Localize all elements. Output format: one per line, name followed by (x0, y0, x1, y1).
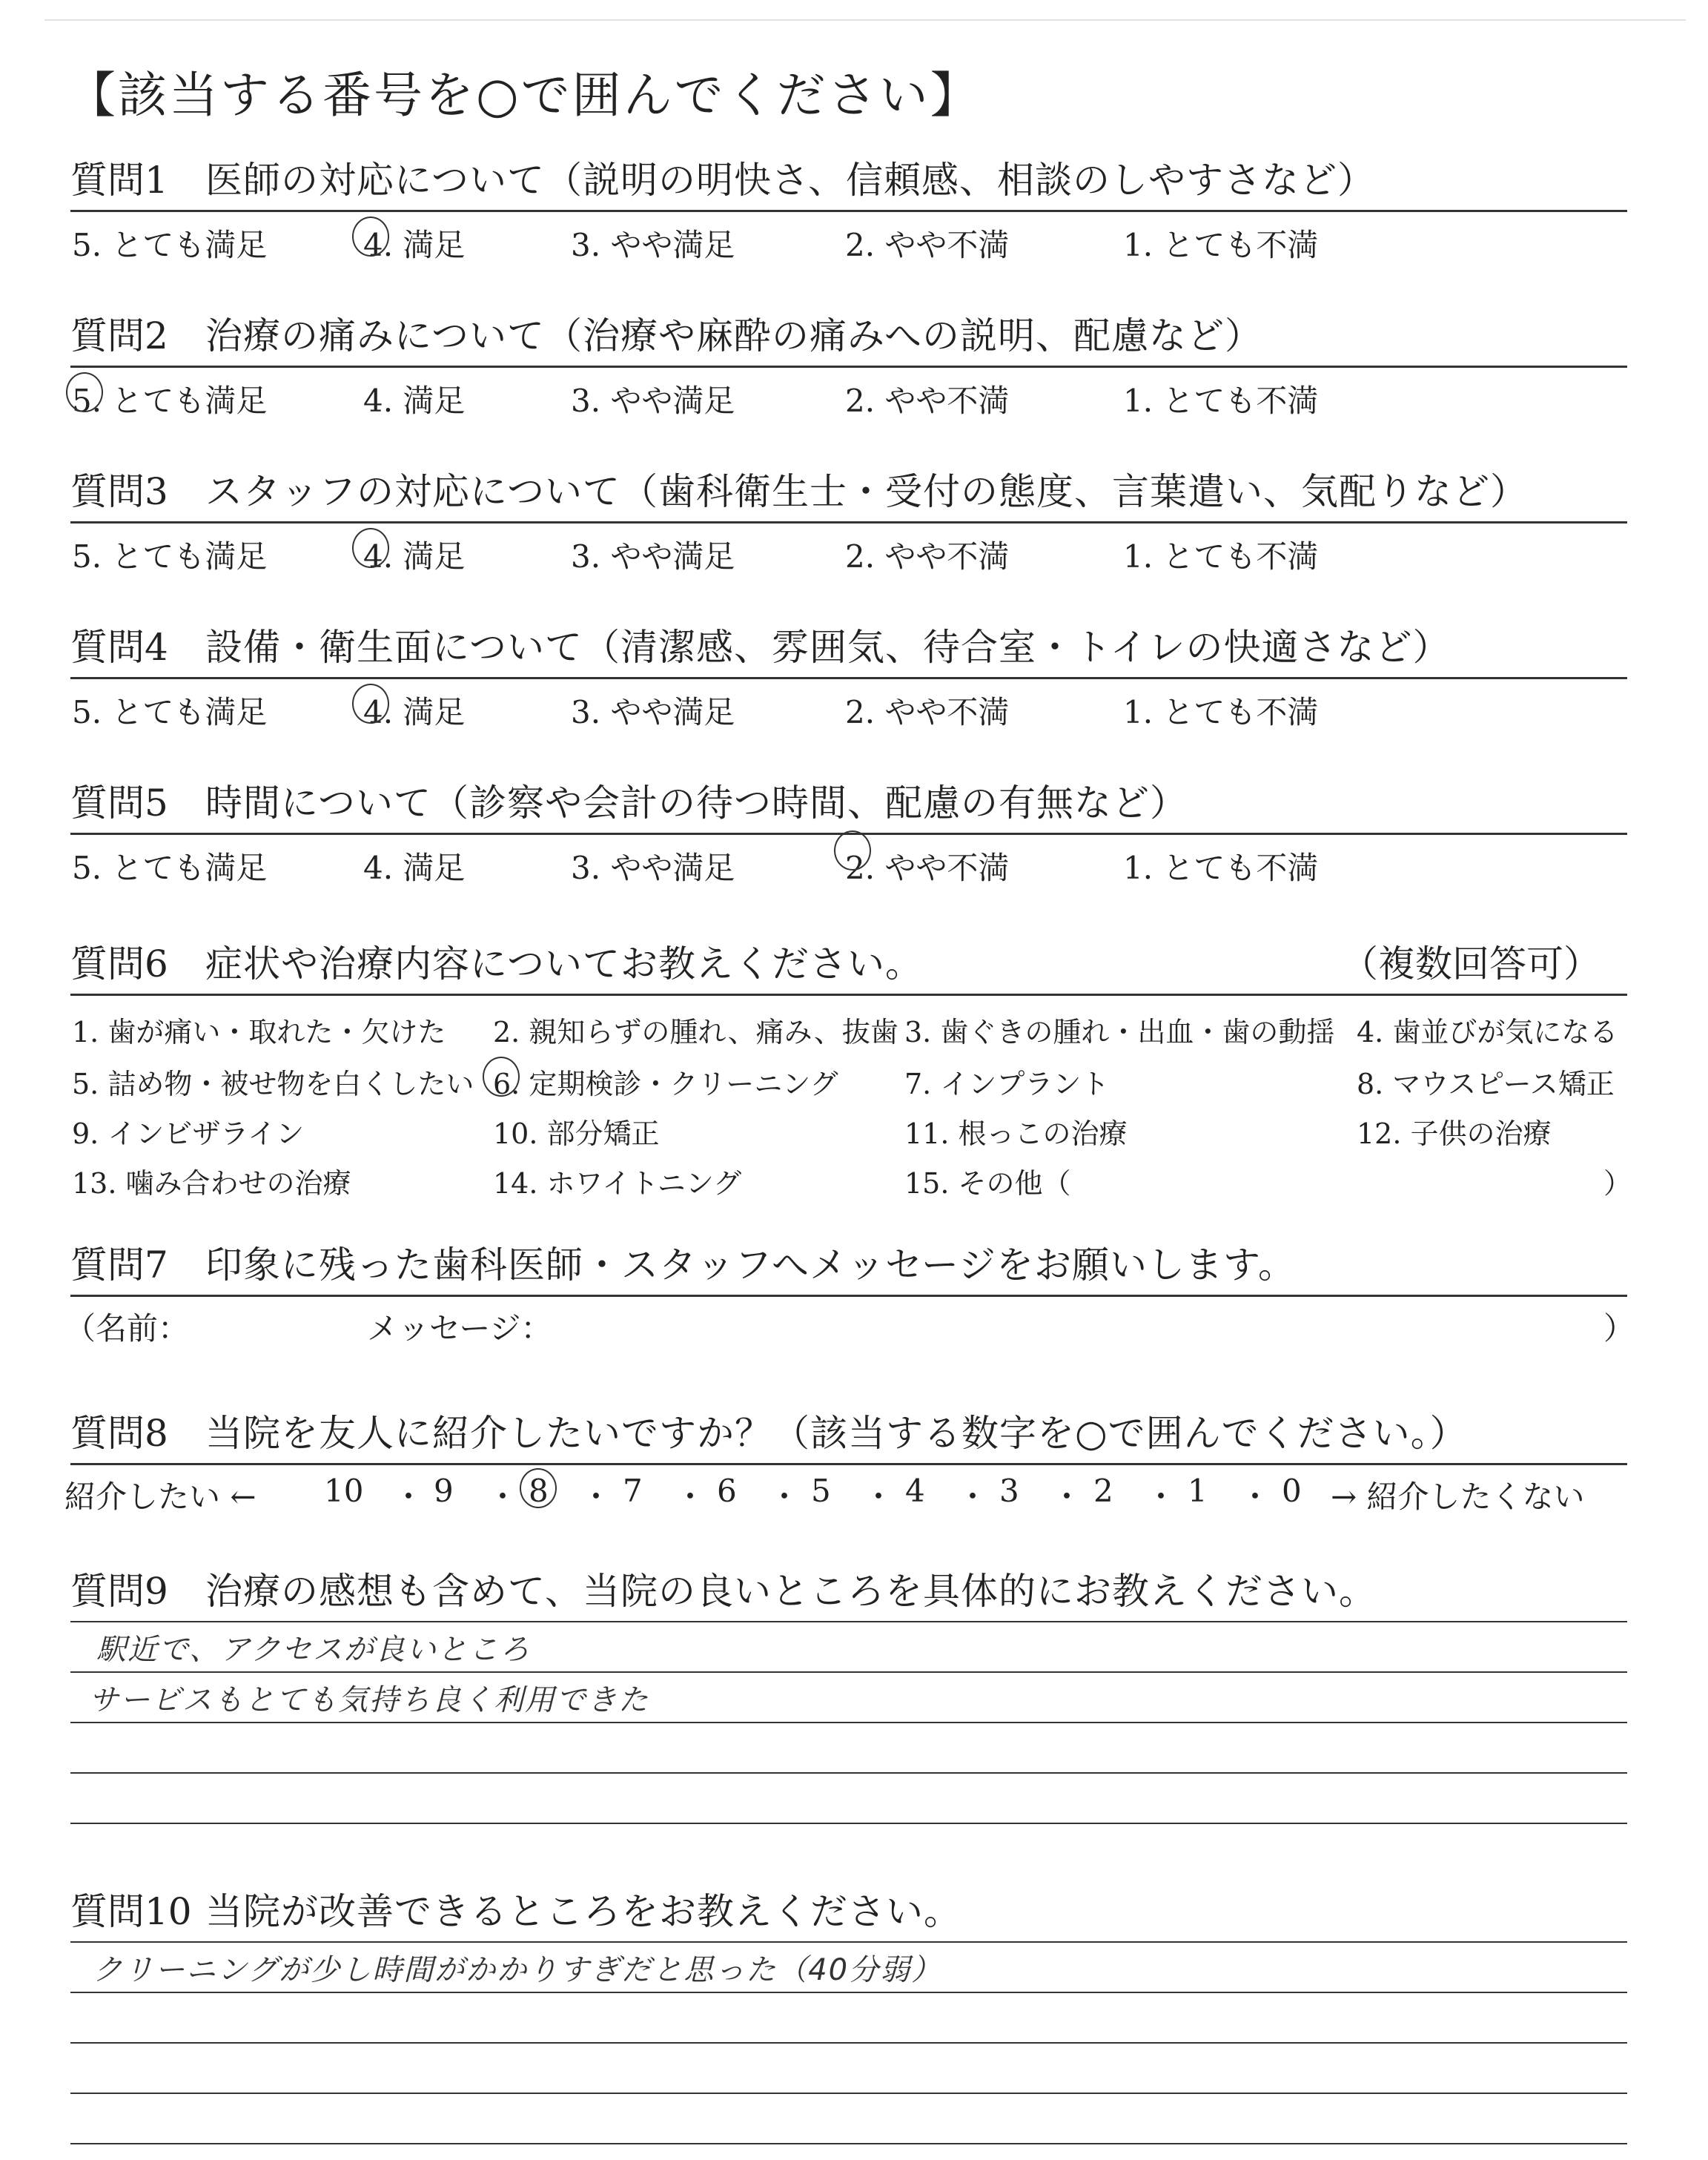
handwritten-answer: クリーニングが少し時間がかかりすぎだと思った（40分弱） (93, 1953, 943, 1987)
question-label: 質問5 (70, 782, 168, 825)
symptom-option-other[interactable]: 15. その他（ (904, 1167, 1071, 1200)
scale-1[interactable]: 1 (1188, 1473, 1208, 1509)
answer-line[interactable] (70, 1622, 1627, 1673)
scale-9[interactable]: 9 (434, 1473, 454, 1509)
question-3-header (70, 463, 1627, 524)
scale-right-label: → 紹介したくない (1331, 1479, 1585, 1515)
answer-lines (70, 1943, 1627, 2144)
question-text: 当院を友人に紹介したいですか？（該当する数字を○で囲んでください。） (205, 1412, 1468, 1455)
option-3[interactable]: 3. やや満足 (571, 227, 735, 263)
symptom-option[interactable]: 4. 歯並びが気になる (1357, 1016, 1618, 1048)
symptom-option[interactable]: 8. マウスピース矯正 (1357, 1068, 1615, 1100)
question-text: 当院が改善できるところをお教えください。 (205, 1890, 961, 1933)
question-5 (70, 775, 1627, 887)
symptom-option[interactable]: 1. 歯が痛い・取れた・欠けた (72, 1016, 446, 1048)
symptom-option[interactable]: 5. 詰め物・被せ物を白くしたい (72, 1068, 474, 1100)
message-row (64, 1297, 1635, 1347)
name-field-label[interactable]: （名前： (64, 1310, 190, 1347)
symptom-option[interactable]: 9. インビザライン (72, 1117, 305, 1150)
question-text: 治療の痛みについて（治療や麻酔の痛みへの説明、配慮など） (205, 314, 1262, 357)
scale-dot: ・ (1145, 1479, 1177, 1515)
symptom-option[interactable]: 3. 歯ぐきの腫れ・出血・歯の動揺 (904, 1016, 1335, 1048)
symptom-option[interactable]: 14. ホワイトニング (493, 1167, 742, 1200)
scale-8[interactable]: 8 (529, 1473, 549, 1509)
scale-dot: ・ (393, 1479, 425, 1515)
multiple-answer-note: （複数回答可） (1341, 942, 1601, 985)
option-2[interactable]: 2. やや不満 (845, 227, 1010, 263)
question-7 (64, 1237, 1635, 1347)
selection-circle (352, 528, 389, 568)
question-text: 時間について（診察や会計の待つ時間、配慮の有無など） (205, 782, 1188, 825)
question-label: 質問1 (70, 159, 168, 202)
rating-options (70, 835, 1627, 887)
scale-2[interactable]: 2 (1093, 1473, 1113, 1509)
question-label: 質問7 (70, 1244, 168, 1287)
message-close-paren: ） (1603, 1310, 1635, 1347)
scale-7[interactable]: 7 (623, 1473, 643, 1509)
scale-left-label: 紹介したい ← (64, 1479, 256, 1515)
scale-dot: ・ (1239, 1479, 1271, 1515)
selection-circle (834, 830, 871, 871)
symptom-option[interactable]: 11. 根っこの治療 (904, 1117, 1128, 1150)
question-9-header (70, 1563, 1627, 1622)
question-label: 質問2 (70, 314, 168, 357)
option-5[interactable]: 5. とても満足 (72, 383, 268, 419)
scale-dot: ・ (769, 1479, 801, 1515)
question-9 (70, 1563, 1627, 1824)
question-4-header (70, 619, 1627, 679)
symptom-option[interactable]: 13. 噛み合わせの治療 (72, 1167, 351, 1200)
answer-lines (70, 1622, 1627, 1824)
symptom-option[interactable]: 7. インプラント (904, 1068, 1110, 1100)
option-1[interactable]: 1. とても不満 (1123, 850, 1319, 886)
question-3 (70, 463, 1627, 575)
question-text: 印象に残った歯科医師・スタッフへメッセージをお願いします。 (205, 1244, 1296, 1287)
rating-options (70, 679, 1627, 731)
answer-line[interactable] (70, 2094, 1627, 2144)
question-label: 質問8 (70, 1412, 168, 1455)
option-4[interactable]: 4. 満足 (363, 227, 466, 263)
option-2[interactable]: 2. やや不満 (845, 850, 1010, 886)
scale-0[interactable]: 0 (1282, 1473, 1302, 1509)
option-5[interactable]: 5. とても満足 (72, 850, 268, 886)
question-text: 医師の対応について（説明の明快さ、信頼感、相談のしやすさなど） (205, 159, 1375, 202)
message-field-label[interactable]: メッセージ： (367, 1310, 552, 1347)
handwritten-answer: サービスもとても気持ち良く利用できた (89, 1683, 649, 1717)
selection-circle (520, 1468, 557, 1508)
question-6 (70, 936, 1632, 1211)
answer-line[interactable] (70, 1993, 1627, 2044)
referral-scale (64, 1465, 1627, 1515)
option-1[interactable]: 1. とても不満 (1123, 383, 1319, 419)
question-label: 質問6 (70, 942, 168, 985)
question-10 (70, 1883, 1627, 2144)
scale-3[interactable]: 3 (999, 1473, 1019, 1509)
question-text: 症状や治療内容についてお教えください。 (205, 942, 923, 985)
option-4[interactable]: 4. 満足 (363, 850, 466, 886)
symptom-options (70, 996, 1632, 1211)
question-8 (64, 1405, 1627, 1515)
form-header: 【該当する番号を○で囲んでください】 (67, 67, 982, 124)
symptom-option[interactable]: 6. 定期検診・クリーニング (493, 1068, 838, 1100)
option-3[interactable]: 3. やや満足 (571, 694, 735, 730)
answer-line[interactable] (70, 1943, 1627, 1993)
question-label: 質問4 (70, 626, 168, 669)
question-10-header (70, 1883, 1627, 1943)
option-3[interactable]: 3. やや満足 (571, 850, 735, 886)
selection-circle (483, 1057, 520, 1097)
selection-circle (352, 217, 389, 257)
question-1-header (70, 152, 1627, 212)
rating-options (70, 524, 1627, 575)
other-close-paren: ） (1603, 1167, 1632, 1200)
scale-6[interactable]: 6 (717, 1473, 737, 1509)
option-1[interactable]: 1. とても不満 (1123, 538, 1319, 575)
question-2 (70, 308, 1627, 420)
scale-dot: ・ (1051, 1479, 1083, 1515)
rating-options (70, 212, 1627, 264)
question-1 (70, 152, 1627, 264)
scale-dot: ・ (675, 1479, 706, 1515)
question-text: 設備・衛生面について（清潔感、雰囲気、待合室・トイレの快適さなど） (205, 626, 1451, 669)
rating-options (70, 368, 1627, 420)
option-2[interactable]: 2. やや不満 (845, 694, 1010, 730)
question-text: スタッフの対応について（歯科衛生士・受付の態度、言葉遣い、気配りなど） (205, 470, 1528, 513)
answer-line[interactable] (70, 1673, 1627, 1723)
option-2[interactable]: 2. やや不満 (845, 383, 1010, 419)
question-label: 質問10 (70, 1890, 192, 1933)
answer-line[interactable] (70, 1774, 1627, 1824)
symptom-option[interactable]: 2. 親知らずの腫れ、痛み、抜歯 (493, 1016, 898, 1048)
option-1[interactable]: 1. とても不満 (1123, 694, 1319, 730)
question-label: 質問3 (70, 470, 168, 513)
answer-line[interactable] (70, 1723, 1627, 1774)
option-4[interactable]: 4. 満足 (363, 694, 466, 730)
scale-5[interactable]: 5 (811, 1473, 831, 1509)
question-text: 治療の感想も含めて、当院の良いところを具体的にお教えください。 (205, 1570, 1377, 1613)
handwritten-answer: 駅近で、アクセスが良いところ (96, 1633, 531, 1667)
question-5-header (70, 775, 1627, 835)
question-8-header (70, 1405, 1627, 1465)
scale-dot: ・ (487, 1479, 519, 1515)
answer-line[interactable] (70, 2044, 1627, 2094)
question-4 (70, 619, 1627, 731)
option-3[interactable]: 3. やや満足 (571, 383, 735, 419)
question-2-header (70, 308, 1627, 368)
scale-dot: ・ (580, 1479, 612, 1515)
scale-dot: ・ (863, 1479, 895, 1515)
question-7-header (70, 1237, 1627, 1297)
symptom-option[interactable]: 12. 子供の治療 (1357, 1117, 1552, 1150)
option-5[interactable]: 5. とても満足 (72, 694, 268, 730)
option-5[interactable]: 5. とても満足 (72, 538, 268, 575)
scan-edge-line (44, 19, 1686, 21)
option-2[interactable]: 2. やや不満 (845, 538, 1010, 575)
question-6-header (70, 936, 1627, 996)
symptom-option[interactable]: 10. 部分矯正 (493, 1117, 660, 1150)
option-3[interactable]: 3. やや満足 (571, 538, 735, 575)
selection-circle (66, 372, 103, 412)
selection-circle (352, 684, 389, 724)
option-5[interactable]: 5. とても満足 (72, 227, 268, 263)
option-1[interactable]: 1. とても不満 (1123, 227, 1319, 263)
question-label: 質問9 (70, 1570, 168, 1613)
option-4[interactable]: 4. 満足 (363, 538, 466, 575)
scale-10[interactable]: 10 (324, 1473, 364, 1509)
scale-4[interactable]: 4 (905, 1473, 925, 1509)
option-4[interactable]: 4. 満足 (363, 383, 466, 419)
scale-dot: ・ (957, 1479, 989, 1515)
